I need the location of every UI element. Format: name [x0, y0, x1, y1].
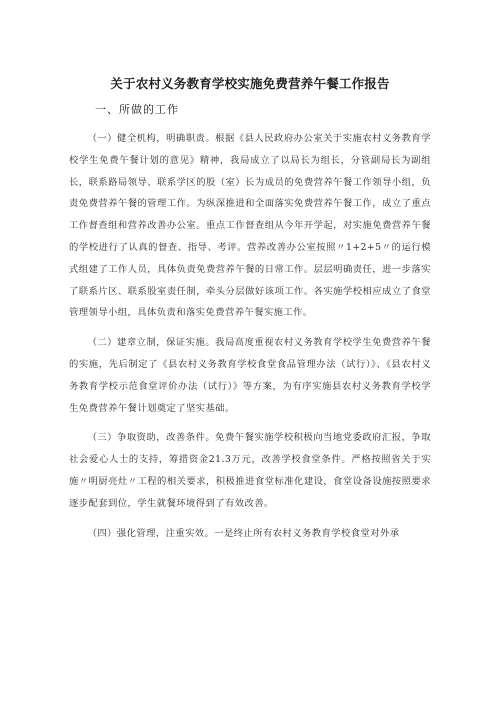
paragraph-3: （三）争取资助，改善条件。免费午餐实施学校积极向当地党委政府汇报，争取社会爱心人士的支持，筹措资金21.3万元，改善学校食堂条件。严格按照省关于实施〃明厨亮灶〃工程的相关要求，积极推进食堂标准化建设，食堂设备设施按照要求逐步配套到位，学生就餐环境得到了有效改善。 [69, 432, 431, 509]
paragraph-2: （二）建章立制，保证实施。我局高度重视农村义务教育学校学生免费营养午餐的实施，先后制定了《县农村义务教育学校食堂食品管理办法（试行）》、《县农村义务教育学校示范食堂评价办法（试行）》等方案，为有序实施县农村义务教育学校学生免费营养午餐计划奠定了坚实基础。 [69, 337, 431, 414]
document-body [69, 128, 431, 552]
paragraph-4: （四）强化管理，注重实效。一是终止所有农村义务教育学校食堂对外承 [87, 527, 400, 539]
paragraph-1: （一）健全机构，明确职责。根据《县人民政府办公室关于实施农村义务教育学校学生免费午餐计划的意见》精神，我局成立了以局长为组长，分管副局长为副组长，联系路局领导、联系学区的股（室）长为成员的免费营养午餐工作领导小组，负责免费营养午餐的管理工作。为纵深推进和全面落实免费营养午餐工作，成立了重点工作督查组和营养改善办公室。重点工作督查组从今年开学起，对实施免费营养午餐的学校进行了认真的督查、指导、考评。营养改善办公室按照〃1+2+5〃的运行模式组建了工作人员，具体负责免费营养午餐的日常工作。层层明确责任，进一步落实了联系片区、联系股室责任制，牵头分层做好该项工作。各实施学校相应成立了食堂管理领导小组，具体负责和落实免费营养午餐实施工作。 [69, 133, 431, 319]
section-heading: 一、所做的工作 [95, 103, 179, 116]
document-title: 关于农村义务教育学校实施免费营养午餐工作报告 [110, 76, 390, 91]
